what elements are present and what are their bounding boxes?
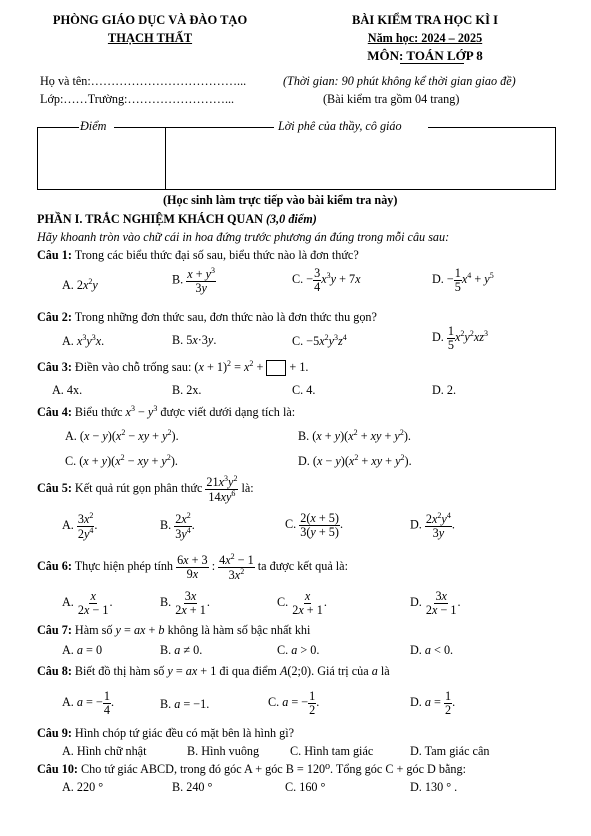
q10-option-a[interactable]: A. 220 ° [62,780,104,794]
q5-label: Câu 5: [37,481,72,496]
subject: MÔN: TOÁN LỚP 8 [367,48,483,63]
q8-option-c[interactable]: C. a = − $\frac{1}{2}$ . [268,689,320,717]
q8-text-end: là [380,664,390,678]
q9-option-a[interactable]: A. Hình chữ nhật [62,744,147,758]
exam-title: BÀI KIỂM TRA HỌC KÌ I [352,13,498,27]
part1-instruction: Hãy khoanh tròn vào chữ cái in hoa đứng trước phương án đúng trong mỗi câu sau: [37,230,450,244]
q5-text-pre: Kết quả rút gọn phân thức [74,481,203,496]
q5-stem: Câu 5: Kết quả rút gọn phân thức $\frac{21x^3y^2}{14xy^6}$ là: [37,474,254,504]
q8-text-mid: đi qua điểm [219,664,277,678]
q1-label: Câu 1: [37,248,72,262]
q3-text: Điền vào chỗ trống sau: [74,360,192,375]
q4-text-post: được viết dưới dạng tích là: [160,405,296,420]
q10-label: Câu 10: [37,762,78,776]
q2-option-a[interactable]: A. $x^3y^3x$. [62,333,105,349]
class-line: Lớp:……Trường:……………………... [40,92,235,106]
q2-label: Câu 2: [37,310,72,324]
q7-text-post: không là hàm số bậc nhất khi [167,623,311,637]
q1-option-d[interactable]: D. − $\frac{1}{5}$ $x^4 + y^5$ [432,266,494,294]
q2-text: Trong những đơn thức sau, đơn thức nào là đơn thức thu gọn? [74,310,377,324]
q6-stem: Câu 6: Thực hiện phép tính $\frac{6x + 3}{9x}$ : $\frac{4x^2 - 1}{3x^2}$ ta được kết quả là: [37,552,348,582]
part1-title [37,212,317,226]
q6-option-d[interactable]: D. $\frac{3x}{2x - 1}$ . [410,589,461,617]
q6-label: Câu 6: [37,559,72,574]
q6-text-post: ta được kết quả là: [257,559,348,574]
q1-option-b[interactable]: B. $\frac{x + y^3}{3y}$ [172,266,216,295]
q1-stem [37,248,359,262]
q8-stem: Câu 8: Biết đồ thị hàm số y = ax + 1 đi qua điểm A(2;0). Giá trị của a là [37,664,390,678]
score-label: Điểm [80,119,107,133]
q5-option-c[interactable]: C. $\frac{2(x + 5)}{3(y + 5)}$ . [285,511,343,539]
q8-text-post: . Giá trị của [311,664,369,678]
q6-option-b[interactable]: B. $\frac{3x}{2x + 1}$ . [160,589,210,617]
org-line2: THẠCH THẤT [107,31,193,45]
q5-text-post: là: [241,481,254,496]
score-box-top-mid [114,127,274,128]
q1-text: Trong các biểu thức đại số sau, biểu thức nào là đơn thức? [74,248,359,262]
subject-underline [400,63,464,64]
q8-option-b[interactable]: B. a = −1. [160,697,210,711]
q4-text-pre: Biểu thức [74,405,123,420]
q10-text: Cho tứ giác ABCD, trong đó góc A + góc B = 120⁰. Tổng góc C + góc D bằng: [81,762,466,776]
part1-points: (3,0 điểm) [265,212,317,226]
q9-stem [37,726,294,740]
q9-label: Câu 9: [37,726,72,740]
name-line: Họ và tên:………………………………... [40,74,247,88]
q3-option-d[interactable]: D. 2. [432,383,457,397]
direct-note: (Học sinh làm trực tiếp vào bài kiểm tra này) [163,193,398,207]
q6-option-c[interactable]: C. $\frac{x}{2x + 1}$ . [277,589,327,617]
org-line1: PHÒNG GIÁO DỤC VÀ ĐÀO TẠO [52,13,248,27]
score-box [37,127,556,190]
q7-option-d[interactable]: D. a < 0. [410,643,454,657]
school-year: Năm học: 2024 – 2025 [367,31,483,45]
q8-option-a[interactable]: A. a = − $\frac{1}{4}$ . [62,689,114,717]
q2-option-c[interactable]: C. $-5x^2y^3z^4$ [292,333,347,349]
q5-option-d[interactable]: D. $\frac{2x^2y^4}{3y}$ . [410,511,455,540]
q3-blank-box[interactable] [266,360,286,376]
q5-option-a[interactable]: A. $\frac{3x^2}{2y^4}$ . [62,511,98,541]
q2-option-d[interactable]: D. $\frac{1}{5}$ $x^2y^2xz^3$ [432,324,488,352]
q10-option-b[interactable]: B. 240 ° [172,780,213,794]
comment-label: Lời phê của thầy, cô giáo [278,119,402,133]
q7-label: Câu 7: [37,623,72,637]
q4-option-c[interactable]: C. $(x + y)(x^2$ − xy + $y^2$). [65,453,178,469]
q5-option-b[interactable]: B. $\frac{2x^2}{3y^4}$ . [160,511,195,541]
q9-option-b[interactable]: B. Hình vuông [187,744,260,758]
score-box-top-left [37,127,79,128]
q9-text: Hình chóp tứ giác đều có mặt bên là hình gì? [74,726,295,740]
q2-option-b[interactable]: B. 5x·3y. [172,333,217,347]
q10-option-d[interactable]: D. 130 ° . [410,780,458,794]
q8-option-d[interactable]: D. a = $\frac{1}{2}$ . [410,689,456,717]
q9-option-d[interactable]: D. Tam giác cân [410,744,490,758]
q7-option-c[interactable]: C. a > 0. [277,643,320,657]
q4-option-d[interactable]: D. $(x - y)(x^2$ + xy + $y^2$). [298,453,412,469]
part1-title-text: PHẦN I. TRẮC NGHIỆM KHÁCH QUAN [37,212,263,226]
q3-label: Câu 3: [37,360,72,375]
q10-stem [37,762,466,776]
q3-option-b[interactable]: B. 2x. [172,383,202,397]
q4-stem: Câu 4: Biểu thức $x^3 - y^3$ được viết dưới dạng tích là: [37,404,296,420]
q7-option-a[interactable]: A. a = 0 [62,643,103,657]
q9-option-c[interactable]: C. Hình tam giác [290,744,374,758]
q3-option-a[interactable]: A. 4x. [52,383,83,397]
q4-option-b[interactable]: B. $(x + y)(x^2$ + xy + $y^2$). [298,428,411,444]
q8-label: Câu 8: [37,664,72,678]
q10-option-c[interactable]: C. 160 ° [285,780,326,794]
q1-option-c[interactable]: C. − $\frac{3}{4}$ $x^3y + 7x$ [292,266,361,294]
q7-option-b[interactable]: B. a ≠ 0. [160,643,203,657]
pages-note: (Bài kiểm tra gồm 04 trang) [323,92,460,106]
q8-text-pre: Biết đồ thị hàm số [74,664,165,678]
q3-stem: Câu 3: Điền vào chỗ trống sau: $(x + 1)^2 = x^2$ + + 1. [37,359,308,376]
q4-label: Câu 4: [37,405,72,420]
q6-option-a[interactable]: A. $\frac{x}{2x - 1}$ . [62,589,113,617]
q3-option-c[interactable]: C. 4. [292,383,316,397]
q7-stem: Câu 7: Hàm số y = ax + b không là hàm số bậc nhất khi [37,623,311,637]
score-box-divider [165,127,166,190]
q7-text-pre: Hàm số [74,623,113,637]
time-note: (Thời gian: 90 phút không kể thời gian giao đề) [283,74,516,88]
q4-option-a[interactable]: A. $(x - y)(x^2$ − xy + $y^2$). [65,428,179,444]
q2-stem [37,310,377,324]
q6-text-pre: Thực hiện phép tính [74,559,174,574]
q1-option-a[interactable]: A. $2x^2y$ [62,277,98,293]
score-box-top-right [428,127,555,128]
